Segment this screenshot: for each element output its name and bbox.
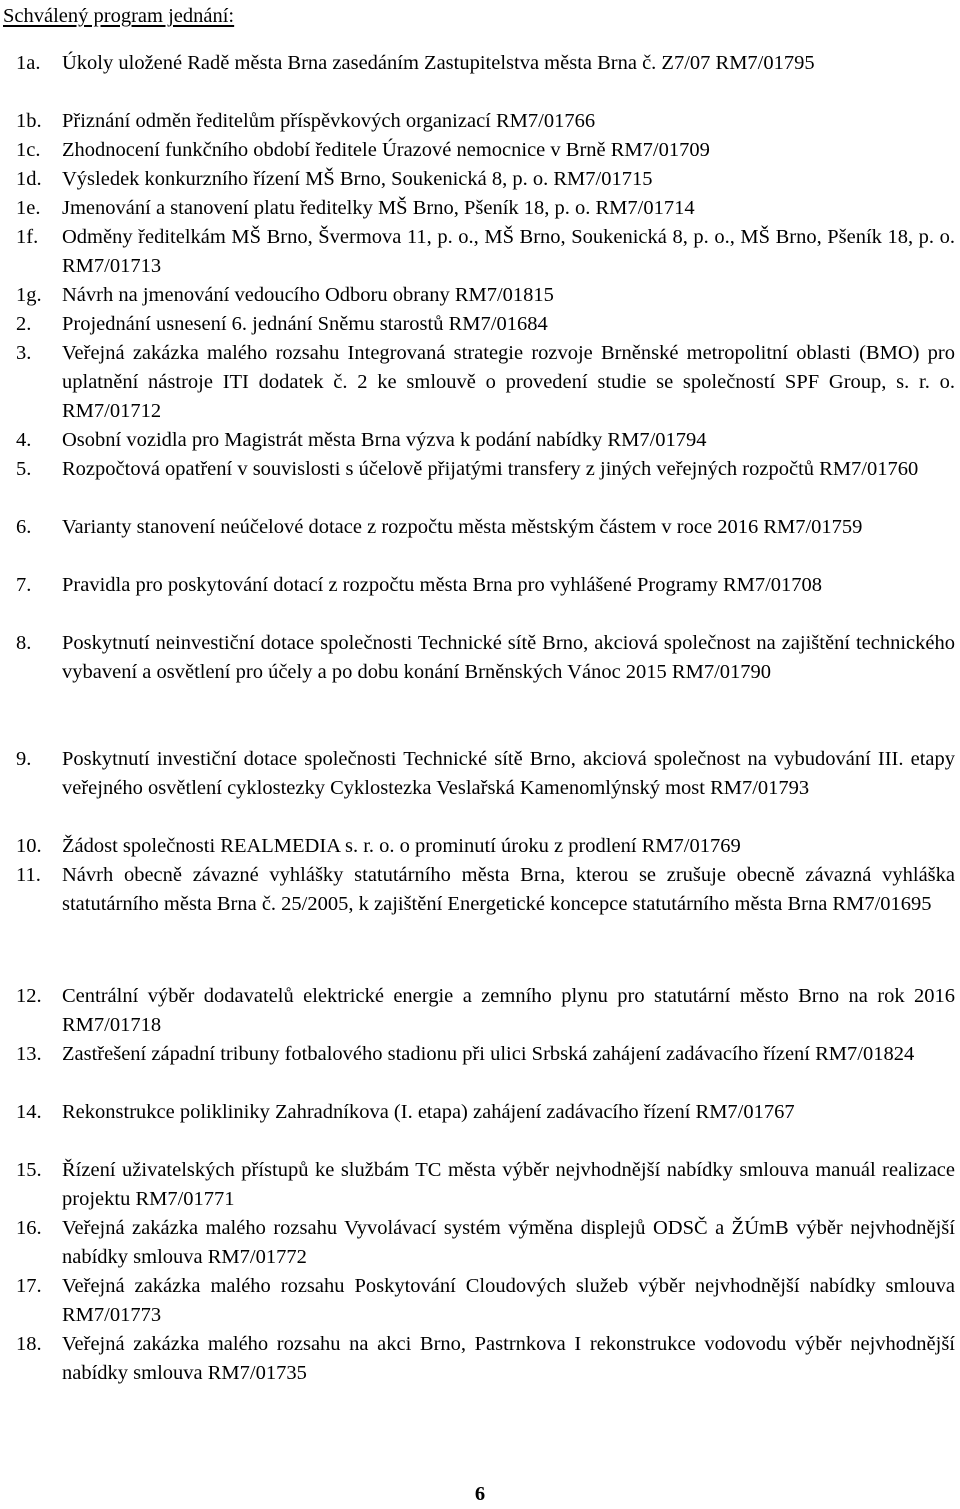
item-text: Veřejná zakázka malého rozsahu Poskytování Cloudových služeb výběr nejvhodnější nabídky smlouva RM7/01773 [62,1275,955,1326]
agenda-item [16,1098,956,1127]
item-text: Jmenování a stanovení platu ředitelky MŠ Brno, Pšeník 18, p. o. RM7/01714 [62,197,695,219]
agenda-item [16,513,956,542]
agenda-item [16,455,956,484]
item-number: 7. [16,574,32,596]
item-text: Pravidla pro poskytování dotací z rozpočtu města Brna pro vyhlášené Programy RM7/01708 [62,574,823,596]
item-text: Přiznání odměn ředitelům příspěvkových organizací RM7/01766 [62,110,596,132]
item-number: 13. [16,1043,42,1065]
item-number: 11. [16,864,41,886]
item-text: Odměny ředitelkám MŠ Brno, Švermova 11, p. o., MŠ Brno, Soukenická 8, p. o., MŠ Brno, Pšeník 18, p. o. RM7/01713 [62,226,955,277]
item-text: Veřejná zakázka malého rozsahu na akci Brno, Pastrnkova I rekonstrukce vodovodu výběr nejvhodnější nabídky smlouva RM7/01735 [62,1333,955,1384]
item-text: Poskytnutí neinvestiční dotace společnosti Technické sítě Brno, akciová společnost na zajištění technického vybavení a osvětlení pro účely a po dobu konání Brněnských Vánoc 2015 RM7/01790 [62,632,955,683]
item-text: Řízení uživatelských přístupů ke službám TC města výběr nejvhodnější nabídky smlouva manuál realizace projektu RM7/01771 [62,1159,955,1210]
page-title: Schválený program jednání: [3,5,235,27]
item-number: 12. [16,985,42,1007]
agenda-item [16,1330,956,1388]
page-number: 6 [474,1483,486,1505]
item-number: 1c. [16,139,41,161]
item-number: 2. [16,313,32,335]
item-number: 1d. [16,168,42,190]
item-text: Rozpočtová opatření v souvislosti s účelově přijatými transfery z jiných veřejných rozpočtů RM7/01760 [62,458,919,480]
agenda-item [16,339,956,426]
item-number: 1b. [16,110,42,132]
item-text: Varianty stanovení neúčelové dotace z rozpočtu města městským částem v roce 2016 RM7/01759 [62,516,863,538]
agenda-item [16,982,956,1040]
agenda-item [16,1040,956,1069]
item-number: 16. [16,1217,42,1239]
item-number: 4. [16,429,32,451]
item-number: 17. [16,1275,42,1297]
agenda-item [16,281,956,310]
item-text: Žádost společnosti REALMEDIA s. r. o. o prominutí úroku z prodlení RM7/01769 [62,835,741,857]
item-number: 1a. [16,52,41,74]
item-text: Veřejná zakázka malého rozsahu Vyvolávací systém výměna displejů ODSČ a ŽÚmB výběr nejvhodnější nabídky smlouva RM7/01772 [62,1217,955,1268]
item-number: 1f. [16,226,39,248]
item-number: 6. [16,516,32,538]
item-text: Zhodnocení funkčního období ředitele Úrazové nemocnice v Brně RM7/01709 [62,139,710,161]
agenda-item [16,310,956,339]
item-number: 9. [16,748,32,770]
agenda-item [16,1156,956,1214]
item-number: 15. [16,1159,42,1181]
agenda-item [16,49,956,78]
item-text: Úkoly uložené Radě města Brna zasedáním Zastupitelstva města Brna č. Z7/07 RM7/01795 [62,52,815,74]
item-text: Návrh obecně závazné vyhlášky statutárního města Brna, kterou se zrušuje obecně závazná vyhláška statutárního města Brna č. 25/2005, k zajištění Energetické koncepce statutárního města Brna RM7/01695 [62,864,955,915]
item-number: 5. [16,458,32,480]
agenda-item [16,426,956,455]
agenda-item [16,861,956,919]
item-text: Veřejná zakázka malého rozsahu Integrovaná strategie rozvoje Brněnské metropolitní oblasti (BMO) pro uplatnění nástroje ITI dodatek č. 2 ke smlouvě o provedení studie se společností SPF Group, s. r. o. RM7/01712 [62,342,955,422]
agenda-item [16,629,956,687]
item-number: 10. [16,835,42,857]
item-text: Projednání usnesení 6. jednání Sněmu starostů RM7/01684 [62,313,548,335]
item-number: 14. [16,1101,42,1123]
item-text: Rekonstrukce polikliniky Zahradníkova (I. etapa) zahájení zadávacího řízení RM7/01767 [62,1101,795,1123]
agenda-item [16,107,956,136]
item-text: Návrh na jmenování vedoucího Odboru obrany RM7/01815 [62,284,554,306]
agenda-item [16,832,956,861]
item-text: Výsledek konkurzního řízení MŠ Brno, Soukenická 8, p. o. RM7/01715 [62,168,653,190]
item-text: Osobní vozidla pro Magistrát města Brna výzva k podání nabídky RM7/01794 [62,429,707,451]
agenda-item [16,745,956,803]
agenda-item [16,571,956,600]
item-number: 1e. [16,197,41,219]
item-number: 1g. [16,284,42,306]
agenda-item [16,136,956,165]
item-number: 8. [16,632,32,654]
agenda-item [16,165,956,194]
item-text: Zastřešení západní tribuny fotbalového stadionu při ulici Srbská zahájení zadávacího řízení RM7/01824 [62,1043,915,1065]
agenda-item [16,223,956,281]
agenda-item [16,1214,956,1272]
agenda-item [16,194,956,223]
item-text: Centrální výběr dodavatelů elektrické energie a zemního plynu pro statutární město Brno na rok 2016 RM7/01718 [62,985,955,1036]
item-number: 3. [16,342,32,364]
agenda-item [16,1272,956,1330]
item-number: 18. [16,1333,42,1355]
item-text: Poskytnutí investiční dotace společnosti Technické sítě Brno, akciová společnost na vybudování III. etapy veřejného osvětlení cyklostezky Cyklostezka Veslařská Kamenomlýnský most RM7/01793 [62,748,955,799]
